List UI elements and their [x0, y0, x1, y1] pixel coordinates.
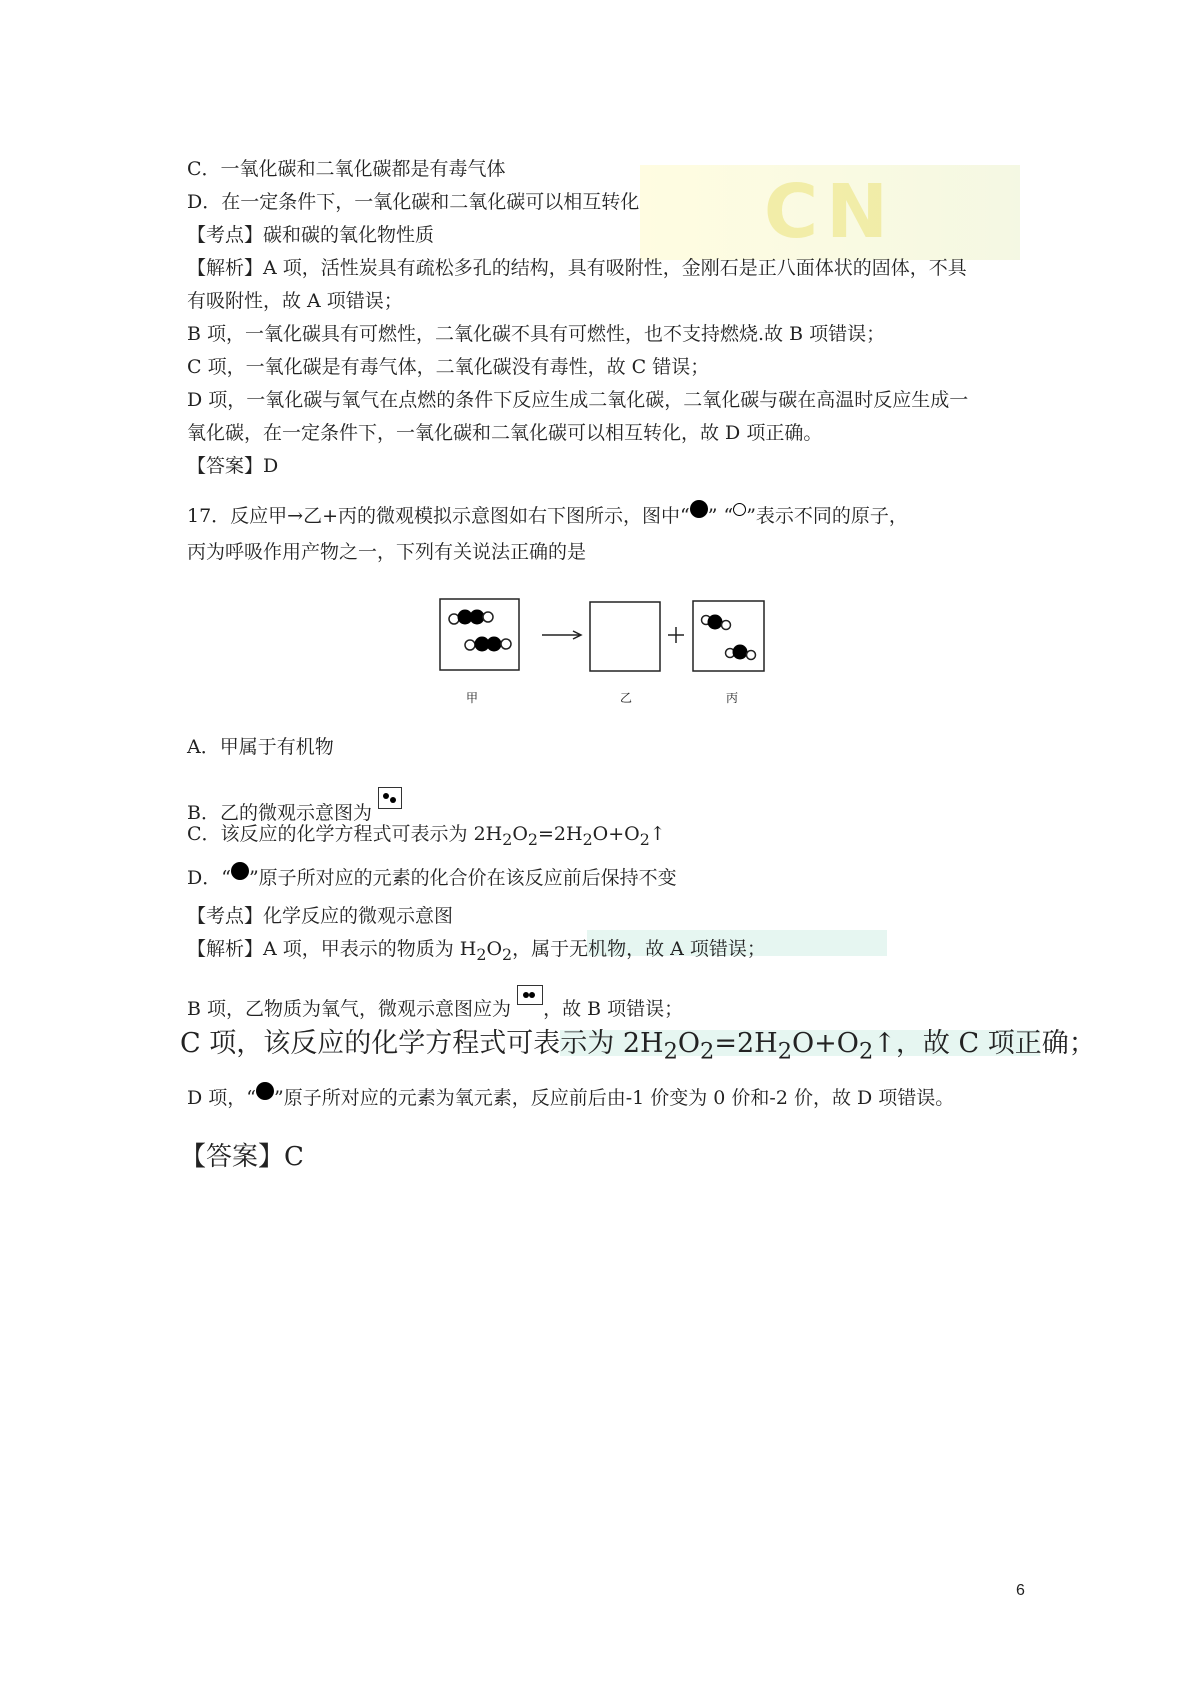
page-number: 6: [1016, 1582, 1025, 1599]
kaodian-17: 【考点】化学反应的微观示意图: [187, 905, 454, 927]
stem-text: 17．反应甲→乙+丙的微观模拟示意图如右下图所示，图中“: [187, 505, 690, 527]
jiexi-text: D 项，“: [187, 1087, 256, 1109]
box-bing: [693, 601, 764, 671]
option-d-text: ”原子所对应的元素的化合价在该反应前后保持不变: [248, 867, 677, 889]
jiexi-line: D 项，一氧化碳与氧气在点燃的条件下反应生成二氧化碳，二氧化碳与碳在高温时反应生成一: [187, 389, 969, 411]
label-bing: 丙: [726, 691, 739, 705]
watermark: CN: [640, 165, 1020, 260]
jiexi-17-c: C 项，该反应的化学方程式可表示为 $2H_2O_2=2H_2O+O_2↑$，故 C 项正确；: [180, 1028, 1096, 1065]
kaodian-line: 【考点】碳和碳的氧化物性质: [187, 224, 435, 246]
black-atom-icon: [690, 500, 708, 518]
jiexi-line: 【解析】A 项，活性炭具有疏松多孔的结构，具有吸附性，金刚石是正八面体状的固体，不具: [187, 257, 967, 279]
option-c-text: C．该反应的化学方程式可表示为 2H: [187, 823, 503, 845]
jiexi-17-a: 【解析】A 项，甲表示的物质为 $H_2O_2$，属于无机物，故 A 项错误；: [187, 938, 766, 964]
black-atom-icon: [256, 1082, 274, 1100]
box-jia: [440, 599, 519, 670]
jiexi-line: C 项，一氧化碳是有毒气体，二氧化碳没有毒性，故 C 错误；: [187, 356, 710, 378]
arrow-icon: [542, 631, 581, 639]
black-atom-icon: [231, 862, 249, 880]
option-d: [187, 862, 677, 892]
label-yi: 乙: [620, 691, 633, 705]
jiexi-17-b: [187, 985, 683, 1023]
oxygen-molecule-icon: [517, 985, 543, 1005]
question-17-stem: [187, 500, 908, 530]
jiexi-line: 有吸附性，故 A 项错误；: [187, 290, 403, 312]
jiexi-text: ，故 C 项正确；: [895, 1028, 1096, 1059]
stem-text: ” “: [707, 505, 734, 527]
plus-icon: [668, 627, 684, 643]
option-d-text: D．“: [187, 867, 231, 889]
answer-line: 【答案】D: [187, 455, 279, 477]
option-c-line: C．一氧化碳和二氧化碳都是有毒气体: [187, 158, 506, 180]
option-b-text: B．乙的微观示意图为: [187, 802, 372, 824]
jiexi-line: B 项，一氧化碳具有可燃性，二氧化碳不具有可燃性，也不支持燃烧.故 B 项错误；: [187, 323, 886, 345]
oxygen-molecule-icon: [378, 787, 402, 809]
jiexi-17-d: [187, 1082, 954, 1112]
jiexi-text: ，故 B 项错误；: [543, 998, 684, 1020]
jiexi-text: C 项，该反应的化学方程式可表示为 2H: [180, 1028, 664, 1059]
answer-17: 【答案】C: [180, 1142, 304, 1172]
label-jia: 甲: [466, 691, 479, 705]
option-c: C．该反应的化学方程式可表示为 $2H_2O_2=2H_2O+O_2↑$: [187, 823, 666, 849]
option-d-line: D．在一定条件下，一氧化碳和二氧化碳可以相互转化: [187, 191, 640, 213]
white-atom-icon: [733, 503, 746, 516]
jiexi-text: ”原子所对应的元素为氧元素，反应前后由-1 价变为 0 价和-2 价，故 D 项错误。: [274, 1087, 955, 1109]
jiexi-line: 氧化碳，在一定条件下，一氧化碳和二氧化碳可以相互转化，故 D 项正确。: [187, 422, 823, 444]
option-a: A．甲属于有机物: [187, 736, 334, 758]
jiexi-text: ，属于无机物，故 A 项错误；: [512, 938, 766, 960]
question-17-stem-line2: 丙为呼吸作用产物之一，下列有关说法正确的是: [187, 541, 587, 563]
jiexi-text: 【解析】A 项，甲表示的物质为 H: [187, 938, 477, 960]
jiexi-text: B 项，乙物质为氧气，微观示意图应为: [187, 998, 512, 1020]
box-yi: [590, 602, 660, 671]
stem-text: ”表示不同的原子，: [746, 505, 908, 527]
